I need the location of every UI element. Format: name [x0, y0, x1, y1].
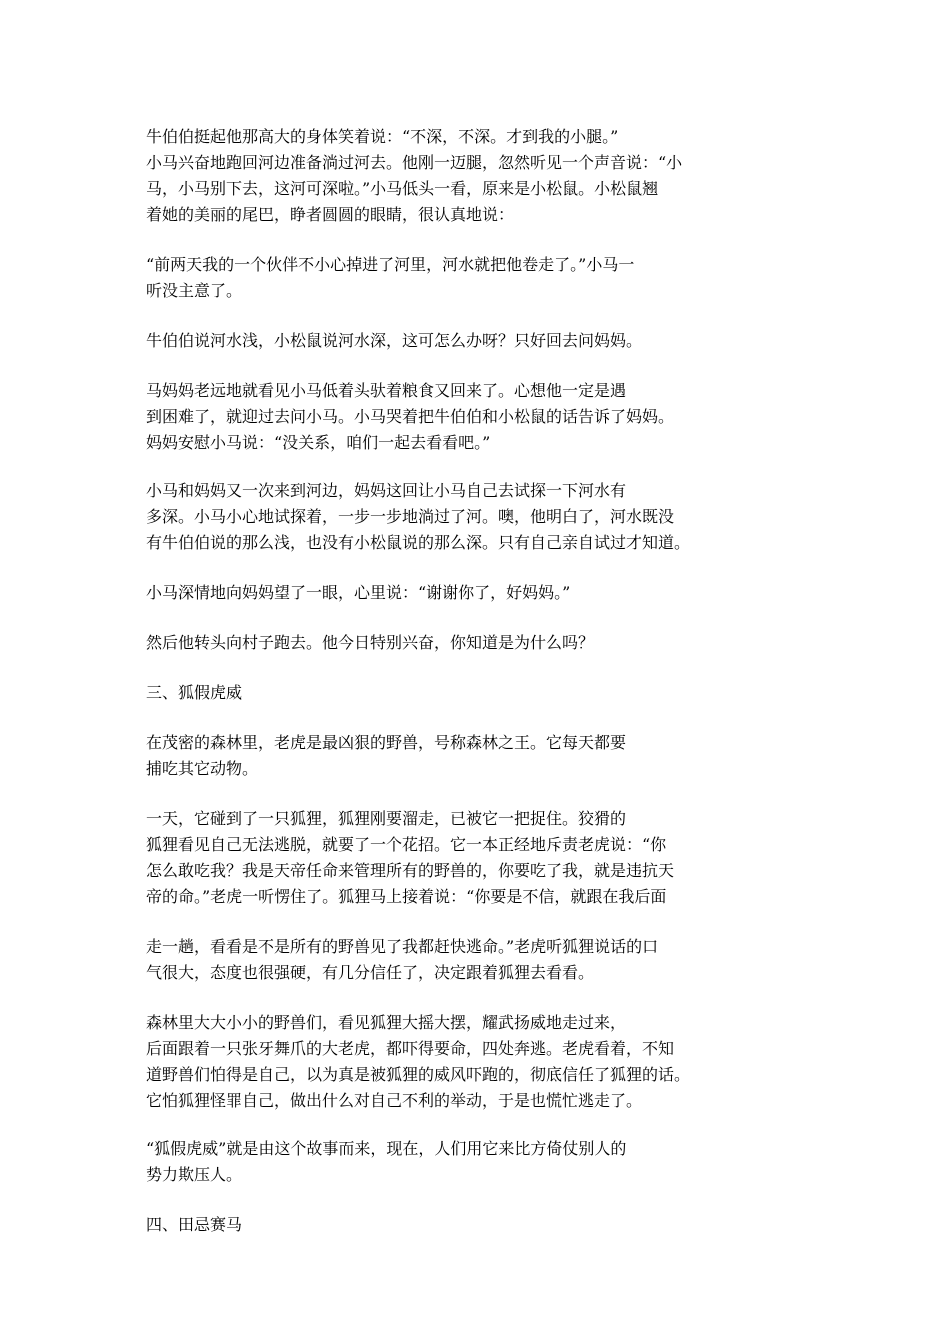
- paragraph-gap: [146, 228, 746, 252]
- text-line: 马妈妈老远地就看见小马低着头驮着粮食又回来了。心想他一定是遇: [146, 381, 627, 400]
- paragraph: [146, 1212, 746, 1238]
- text-line: 怎么敢吃我？我是天帝任命来管理所有的野兽的，你要吃了我，就是违抗天: [146, 861, 675, 880]
- paragraph: [146, 630, 746, 656]
- paragraph-gap: [146, 782, 746, 806]
- text-line: 后面跟着一只张牙舞爪的大老虎，都吓得要命，四处奔逃。老虎看着，不知: [146, 1039, 675, 1058]
- text-line: 狐狸看见自己无法逃脱，就要了一个花招。它一本正经地斥责老虎说：“你: [146, 835, 667, 854]
- text-line: 一天，它碰到了一只狐狸，狐狸刚要溜走，已被它一把捉住。狡猾的: [146, 809, 627, 828]
- text-line: 牛伯伯说河水浅，小松鼠说河水深，这可怎么办呀？只好回去问妈妈。: [146, 331, 643, 350]
- paragraph: [146, 730, 746, 782]
- paragraph-gap: [146, 556, 746, 580]
- text-line: 气很大，态度也很强硬，有几分信任了，决定跟着狐狸去看看。: [146, 963, 595, 982]
- paragraph-gap: [146, 1114, 746, 1136]
- paragraph: [146, 252, 746, 304]
- text-line: 道野兽们怕得是自己，以为真是被狐狸的威风吓跑的，彻底信任了狐狸的话。: [146, 1065, 691, 1084]
- text-line: 在茂密的森林里，老虎是最凶狠的野兽，号称森林之王。它每天都要: [146, 733, 627, 752]
- paragraph: [146, 378, 746, 456]
- text-line: 势力欺压人。: [146, 1165, 243, 1184]
- paragraph-gap: [146, 354, 746, 378]
- text-line: 三、狐假虎威: [146, 683, 243, 702]
- paragraph-gap: [146, 986, 746, 1010]
- paragraph-gap: [146, 910, 746, 934]
- text-line: 小马深情地向妈妈望了一眼，心里说：“谢谢你了，好妈妈。”: [146, 583, 571, 602]
- text-line: 到困难了，就迎过去问小马。小马哭着把牛伯伯和小松鼠的话告诉了妈妈。: [146, 407, 675, 426]
- text-line: “前两天我的一个伙伴不小心掉进了河里，河水就把他卷走了。”小马一: [146, 255, 635, 274]
- text-line: 走一趟，看看是不是所有的野兽见了我都赶快逃命。”老虎听狐狸说话的口: [146, 937, 659, 956]
- document-body: [146, 124, 746, 1238]
- paragraph: [146, 124, 746, 228]
- text-line: 马，小马别下去，这河可深啦。”小马低头一看，原来是小松鼠。小松鼠翘: [146, 179, 659, 198]
- paragraph-gap: [146, 304, 746, 328]
- paragraph: [146, 328, 746, 354]
- text-line: 森林里大大小小的野兽们，看见狐狸大摇大摆，耀武扬威地走过来，: [146, 1013, 627, 1032]
- paragraph: [146, 1010, 746, 1114]
- paragraph: [146, 478, 746, 556]
- paragraph: [146, 1136, 746, 1188]
- text-line: 四、田忌赛马: [146, 1215, 243, 1234]
- paragraph: [146, 934, 746, 986]
- text-line: 多深。小马小心地试探着，一步一步地淌过了河。噢，他明白了，河水既没: [146, 507, 675, 526]
- paragraph: [146, 580, 746, 606]
- text-line: 有牛伯伯说的那么浅，也没有小松鼠说的那么深。只有自己亲自试过才知道。: [146, 533, 691, 552]
- paragraph-gap: [146, 606, 746, 630]
- text-line: 妈妈安慰小马说：“没关系，咱们一起去看看吧。”: [146, 433, 491, 452]
- text-line: 小马兴奋地跑回河边准备淌过河去。他刚一迈腿，忽然听见一个声音说：“小: [146, 153, 683, 172]
- paragraph: [146, 806, 746, 910]
- paragraph-gap: [146, 1188, 746, 1212]
- text-line: 它怕狐狸怪罪自己，做出什么对自己不利的举动，于是也慌忙逃走了。: [146, 1091, 643, 1110]
- text-line: 着她的美丽的尾巴，睁者圆圆的眼睛，很认真地说：: [146, 205, 515, 224]
- text-line: 听没主意了。: [146, 281, 243, 300]
- text-line: “狐假虎威”就是由这个故事而来，现在，人们用它来比方倚仗别人的: [146, 1139, 627, 1158]
- text-line: 然后他转头向村子跑去。他今日特别兴奋，你知道是为什么吗？: [146, 633, 595, 652]
- paragraph-gap: [146, 456, 746, 478]
- text-line: 帝的命。”老虎一听愣住了。狐狸马上接着说：“你要是不信，就跟在我后面: [146, 887, 667, 906]
- text-line: 牛伯伯挺起他那高大的身体笑着说：“不深，不深。才到我的小腿。”: [146, 127, 619, 146]
- paragraph: [146, 680, 746, 706]
- text-line: 捕吃其它动物。: [146, 759, 259, 778]
- text-line: 小马和妈妈又一次来到河边，妈妈这回让小马自己去试探一下河水有: [146, 481, 627, 500]
- paragraph-gap: [146, 656, 746, 680]
- paragraph-gap: [146, 706, 746, 730]
